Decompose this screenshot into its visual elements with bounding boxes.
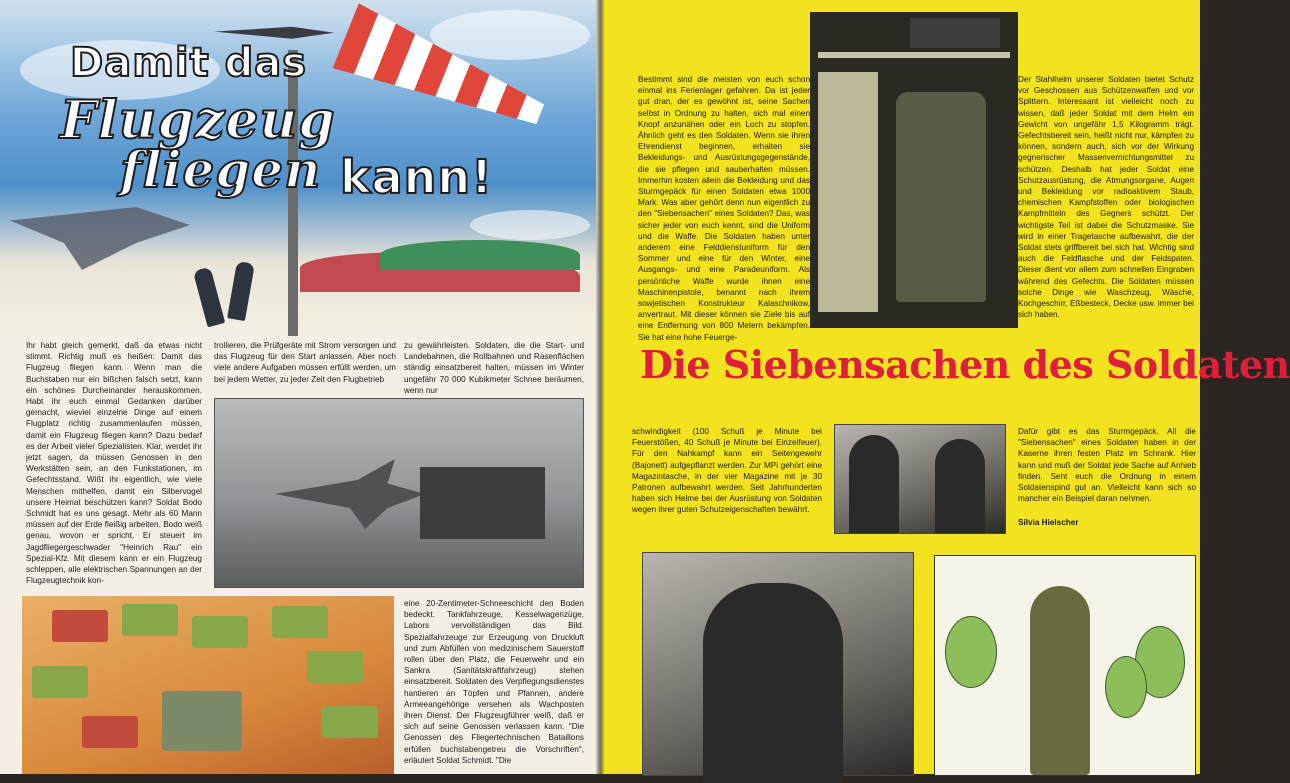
soldier-drawing [934, 555, 1196, 776]
right-column-2: Der Stahlhelm unserer Soldaten bietet Schutz vor Geschossen aus Schützenwaffen und vor Splittern. Interessant ist vielleicht noch zu wissen, daß jeder Soldat mit dem Helm ein Gewicht von ungefähr 1,5 Kilogramm trägt. Gefechtsbereit sein, heißt nicht nur, kämpfen zu können, sondern auch, sich vor der Wirkung gegnerischer Massenvernichtungsmittel zu schützen. Deshalb hat jeder Soldat eine Schutzausrüstung, die Atmungsorgane, Augen und Bekleidung vor radioaktivem Staub, chemischen Kampfstoffen oder biologischen Kampfmitteln des Gegners schützt. Der wichtigste Teil ist dabei die Schutzmaske. Sie wird in einer Tragetasche aufbewahrt, die der Soldat stets griffbereit bei sich hat. Wichtig sind auch die Feldflasche und der Feldspaten. Dieser dient vor allem zum schnellen Eingraben während des Gefechts. Die Soldaten müssen solche Dinge wie Waschzeug, Wäsche, Kochgeschirr, Eßbesteck, Decke usw. immer bei sich haben. [1018, 75, 1194, 320]
soldier-with-rifle-photo [642, 552, 914, 776]
person-icon [227, 261, 255, 321]
hero-illustration [0, 0, 598, 336]
right-column-3: schwindigkeit (100 Schuß je Minute bei Feuerstößen, 40 Schuß je Minute bei Einzelfeuer). Für den Nahkampf kann ein Seitengewehr (Bajonett) aufgepflanzt werden. Zur MPi gehört eine Magazintasche, in der vier Magazine mit je 30 Patronen aufbewahrt werden. Seit Jahrhunderten haben sich Helme bei der Ausrüstung von Soldaten wegen ihrer guten Schutzeigenschaften bewährt. [632, 427, 822, 515]
left-page [0, 0, 598, 774]
headline-line-1: Damit das [70, 40, 308, 86]
soldier-figure [1030, 586, 1090, 775]
left-column-3b: eine 20-Zentimeter-Schneeschicht den Boden bedeckt. Tankfahrzeuge, Kesselwagenzüge, Labors vervollständigen das Bild. Spezialfahrzeuge zur Erzeugung von Druckluft und zum Abfüllen von medizinischem Sauerstoff rollen über den Platz, die Feuerwehr und ein Sankra (Sanitätskraftfahrzeug) stehen einsatzbereit. Soldaten des Verpflegungsdienstes hantieren an Töpfen und Pfannen, andere Armeeangehörige versehen als Wachposten ihren Dienst. Der Flugzeugführer weiß, daß er sich auf seine Genossen verlassen kann. "Die Genossen des Fliegertechnischen Bataillons erfüllen buchstabengetreu die Vorschriften", erläutert Soldat Schmidt. "Die [404, 599, 584, 765]
truck-icon [420, 467, 545, 539]
airfield-photo [214, 398, 584, 588]
helmet-icon [910, 18, 1000, 48]
headline-line-3: fliegen [120, 140, 322, 199]
left-column-2: trollieren, die Prüfgeräte mit Strom versorgen und das Flugzeug für den Start anlassen. Aber noch viele andere Aufgaben müssen erfüllt werden, um bei jedem Wetter, zu jeder Zeit den Flugbetrieb [214, 341, 396, 384]
left-column-3a: zu gewährleisten. Soldaten, die die Start- und Landebahnen, die Rollbahnen und Rasenflächen ständig einsatzbereit halten, müssen im Winter ungefähr 70 000 Kubikmeter Schnee beräumen, wenn nur [404, 341, 584, 395]
soldiers-photo [834, 424, 1006, 534]
headline-line-4: kann! [340, 150, 494, 204]
right-page [604, 0, 1290, 774]
headline-line-2: Flugzeug [60, 90, 336, 151]
right-column-1: Bestimmt sind die meisten von euch schon einmal ins Ferienlager gefahren. Da ist jeder gut dran, der es gewöhnt ist, seine Sachen selbst in Ordnung zu halten, sich mal einen Knopf anzunähen oder ein Loch zu stopfen. Ähnlich geht es den Soldaten. Wenn sie ihren Ehrendienst beginnen, erhalten sie Bekleidungs- und Ausrüstungsgegenstände, die sie pflegen und sauberhalten müssen. Immerhin kosten allein die Bekleidung und das Sturmgepäck für einen Soldaten etwa 1000 Mark. Was aber gehört denn nun eigentlich zu den "Siebensachen" eines Soldaten? Das, was sicher jeder von euch kennt, sind die Uniform und die Waffe. Die Soldaten haben unter anderem eine Felddienstuniform für den Sommer und eine für den Winter, eine Ausgangs- und eine Paradeuniform. Als persönliche Waffe wurde ihnen eine Maschinenpistole, benannt nach ihrem sowjetischen Konstrukteur Kalaschnikow, anvertraut. Mit dieser können sie Ziele bis auf eine Entfernung von 800 Metern bekämpfen. Sie hat eine hohe Feuerge- [638, 75, 810, 342]
toy-vehicles-photo [22, 596, 394, 774]
tree-icon [945, 616, 997, 688]
uniform-icon [896, 92, 986, 302]
left-column-1: Ihr habt gleich gemerkt, daß da etwas nicht stimmt. Richtig muß es heißen: Damit das Flugzeug fliegen kann. Wenn man die Buchstaben nur ein bißchen falsch setzt, kann ein schönes Durcheinander herauskommen. Habt ihr euch einmal Gedanken darüber gemacht, wieviel einzelne Dinge auf einem Flugplatz richtig zusammenlaufen müssen, damit ein Flugzeug fliegen kann? Dazu bedarf es der Arbeit vieler Spezialisten. Klar, werdet ihr jetzt sagen, da müssen Genossen in den Werkstätten sein, an den Funkstationen, im Gefechtsstand. Wißt ihr eigentlich, wie viele Menschen mithelfen, damit ein Silbervogel unsere Heimat beschützen kann? Soldat Bodo Schmidt hat es uns gesagt. Mehr als 60 Mann müssen auf der Erde fleißig arbeiten. Bodo weiß genau, wovon er spricht. Er steuert im Jagdfliegergeschwader "Heinrich Rau" ein Spezial-Kfz. Mit diesem kann er ein Flugzeug schleppen, alle elektrischen Spannungen an der Flugzeugtechnik kon- [26, 341, 202, 586]
toy-jet [162, 691, 242, 751]
jet-icon [275, 459, 425, 529]
author-signature: Silvia Hielscher [1018, 518, 1079, 527]
locker-photo [810, 12, 1018, 328]
article-title: Die Siebensachen des Soldaten [640, 342, 1290, 387]
tree-icon [1105, 656, 1147, 718]
right-column-4: Dafür gibt es das Sturmgepäck. All die "Siebensachen" eines Soldaten haben in der Kaserne ihren festen Platz im Schrank. Hier kann und muß der Soldat jede Sache auf Anhieb finden. Seht euch die Ordnung in einem Soldatenspind gut an. Vielleicht kann sich so mancher ein Beispiel daran nehmen. [1018, 427, 1196, 504]
person-icon [193, 267, 225, 328]
